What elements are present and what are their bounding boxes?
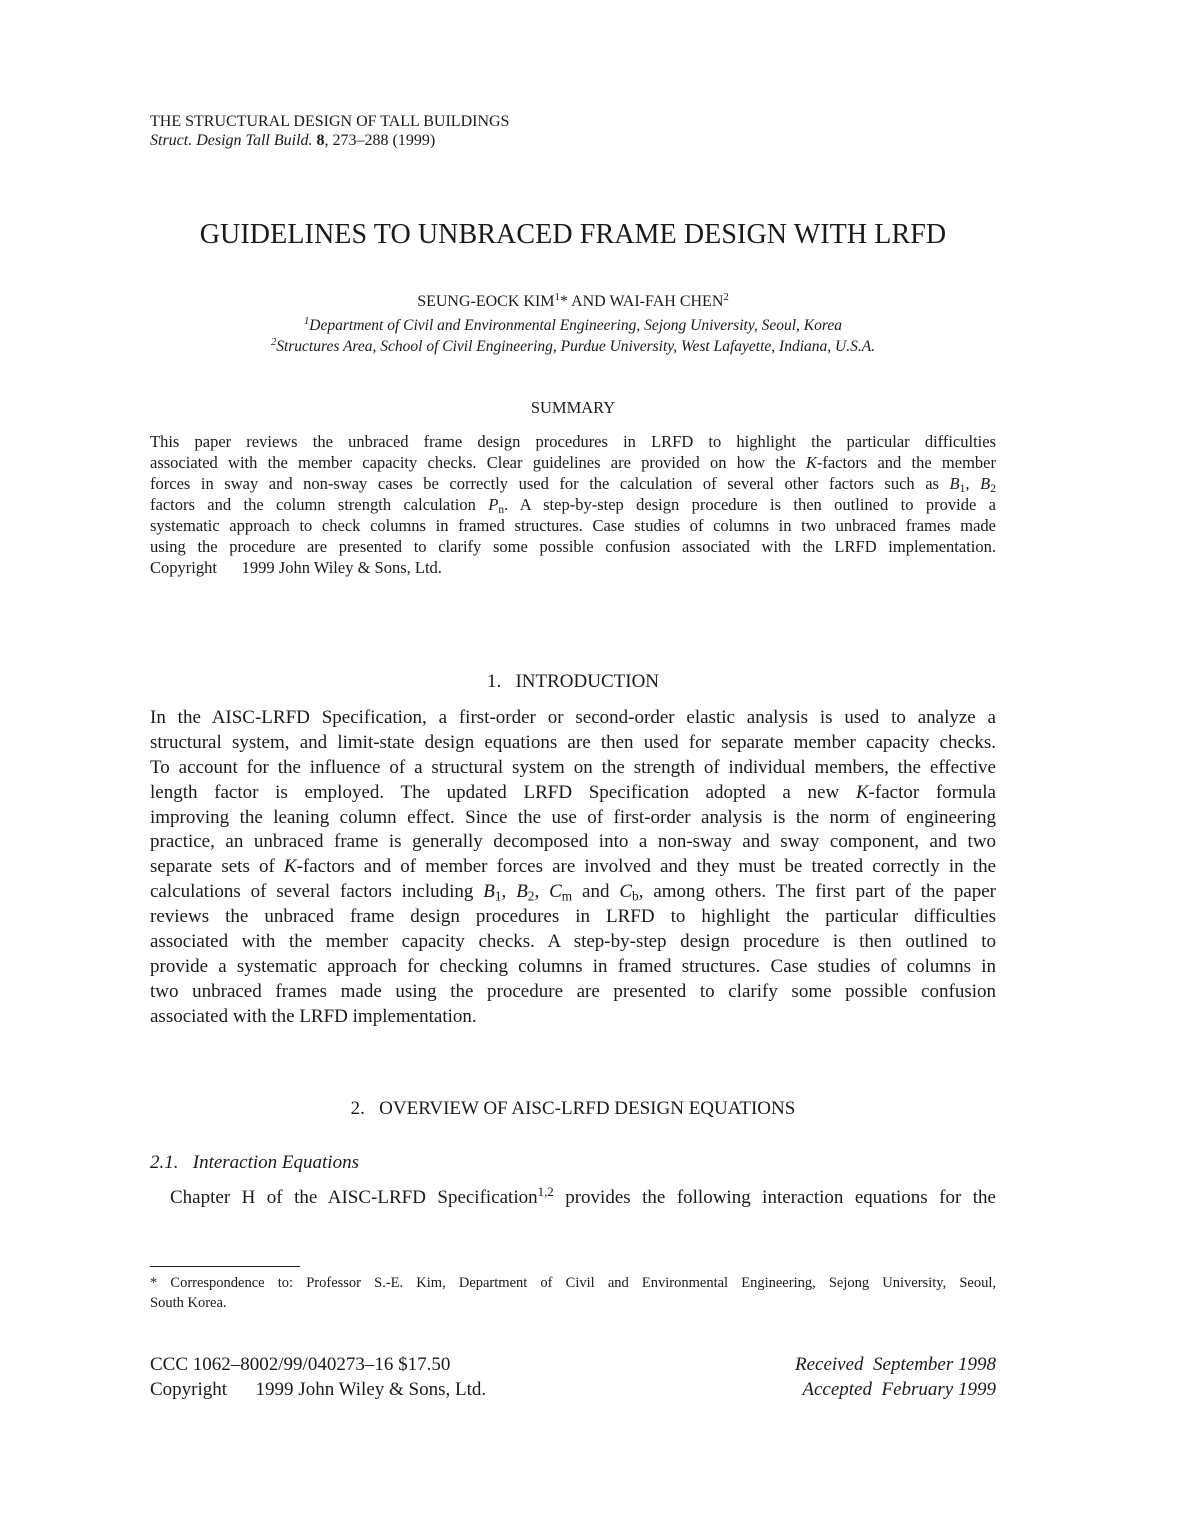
received-date: Received September 1998 [795,1354,996,1375]
subsection-2-1-heading: 2.1. Interaction Equations [150,1152,359,1173]
intro-line: two unbraced frames made using the procedure are presented to clarify some possible confusion [150,980,996,1002]
citation-volume: 8 [316,132,325,149]
intro-line: length factor is employed. The updated LRFD Specification adopted a new K-factor formula [150,781,996,803]
summary-line: This paper reviews the unbraced frame design procedures in LRFD to highlight the particular difficulties [150,432,996,451]
intro-line: provide a systematic approach for checking columns in framed structures. Case studies of columns in [150,955,996,977]
affiliation-1-mark: 1 [304,316,310,328]
summary-heading: SUMMARY [530,398,616,417]
correspondence-mark: * [559,293,568,310]
intro-line: calculations of several factors including $B_1$, $B_2$, $C_m$ and $C_b$, among others. The first part of the paper [150,881,997,904]
section-1-heading: 1. INTRODUCTION [486,671,660,692]
affiliation-1-text: Department of Civil and Environmental Engineering, Sejong University, Seoul, Korea [309,317,842,334]
intro-line: practice, an unbraced frame is generally decomposed into a non-sway and sway component, and two [150,831,996,853]
affiliation-2-text: Structures Area, School of Civil Engineering, Purdue University, West Lafayette, Indiana, U.S.A. [276,338,876,355]
author-2: WAI-FAH CHEN [609,293,724,310]
section-2-paragraph: Chapter H of the AISC-LRFD Specification$^{1,2}$ provides the following interaction equations for the [170,1183,996,1208]
author-conjunction: AND [567,293,610,310]
reference-superscript: 1,2 [537,1183,554,1199]
introduction-paragraph [150,706,996,1030]
intro-line: reviews the unbraced frame design procedures in LRFD to highlight the particular difficulties [150,906,996,928]
affiliation-2-mark: 2 [270,337,277,349]
intro-line: associated with the member capacity checks. A step-by-step design procedure is then outlined to [150,931,996,953]
intro-line: improving the leaning column effect. Since the use of first-order analysis is the norm of engineering [150,806,996,828]
accepted-date: Accepted February 1999 [802,1379,996,1400]
intro-line: In the AISC-LRFD Specification, a first-order or second-order elastic analysis is used to analyze a [150,707,996,728]
journal-citation [150,131,509,150]
author-line [0,293,1146,311]
summary-line: forces in sway and non-sway cases be correctly used for the calculation of several other factors such as $B_1$, $B_2$ [150,474,996,495]
affiliation-1 [0,317,1146,335]
copyright-notice: Copyright 1999 John Wiley & Sons, Ltd. [150,1379,487,1400]
citation-pages-year: , 273–288 (1999) [324,132,436,149]
footnote: * Correspondence to: Professor S.-E. Kim, Department of Civil and Environmental Engineering, Sejong University, Seoul, South Korea. [150,1275,996,1311]
intro-line: structural system, and limit-state design equations are then used for separate member capacity checks. [150,731,996,753]
section-2-heading: 2. OVERVIEW OF AISC-LRFD DESIGN EQUATIONS [350,1098,796,1119]
summary-line: systematic approach to check columns in framed structures. Case studies of columns in two unbraced frames made [150,516,996,535]
intro-line: separate sets of K-factors and of member forces are involved and they must be treated correctly in the [150,856,996,878]
author-1: SEUNG-EOCK KIM [417,293,555,310]
ccc-code: CCC 1062–8002/99/040273–16 $17.50 [150,1354,451,1375]
paper-title: GUIDELINES TO UNBRACED FRAME DESIGN WITH LRFD [199,219,947,250]
intro-line: To account for the influence of a structural system on the strength of individual members, the effective [150,756,996,778]
footnote-rule [150,1266,300,1267]
summary-line: factors and the column strength calculation $P_n$. A step-by-step design procedure is then outlined to provide a [150,495,996,516]
author-1-affil-mark: 1 [554,291,560,304]
summary-abstract [150,431,996,578]
intro-line: associated with the LRFD implementation. [150,1005,477,1027]
journal-header [150,112,509,150]
summary-line: using the procedure are presented to clarify some possible confusion associated with the LRFD implementation. [150,537,996,556]
author-2-affil-mark: 2 [723,291,729,304]
journal-name: THE STRUCTURAL DESIGN OF TALL BUILDINGS [150,113,510,130]
summary-copyright: Copyright 1999 John Wiley & Sons, Ltd. [150,558,442,577]
affiliation-2 [0,338,1146,356]
summary-line: associated with the member capacity checks. Clear guidelines are provided on how the K-factors and the member [150,453,996,472]
citation-journal-abbrev: Struct. Design Tall Build. [150,132,313,149]
